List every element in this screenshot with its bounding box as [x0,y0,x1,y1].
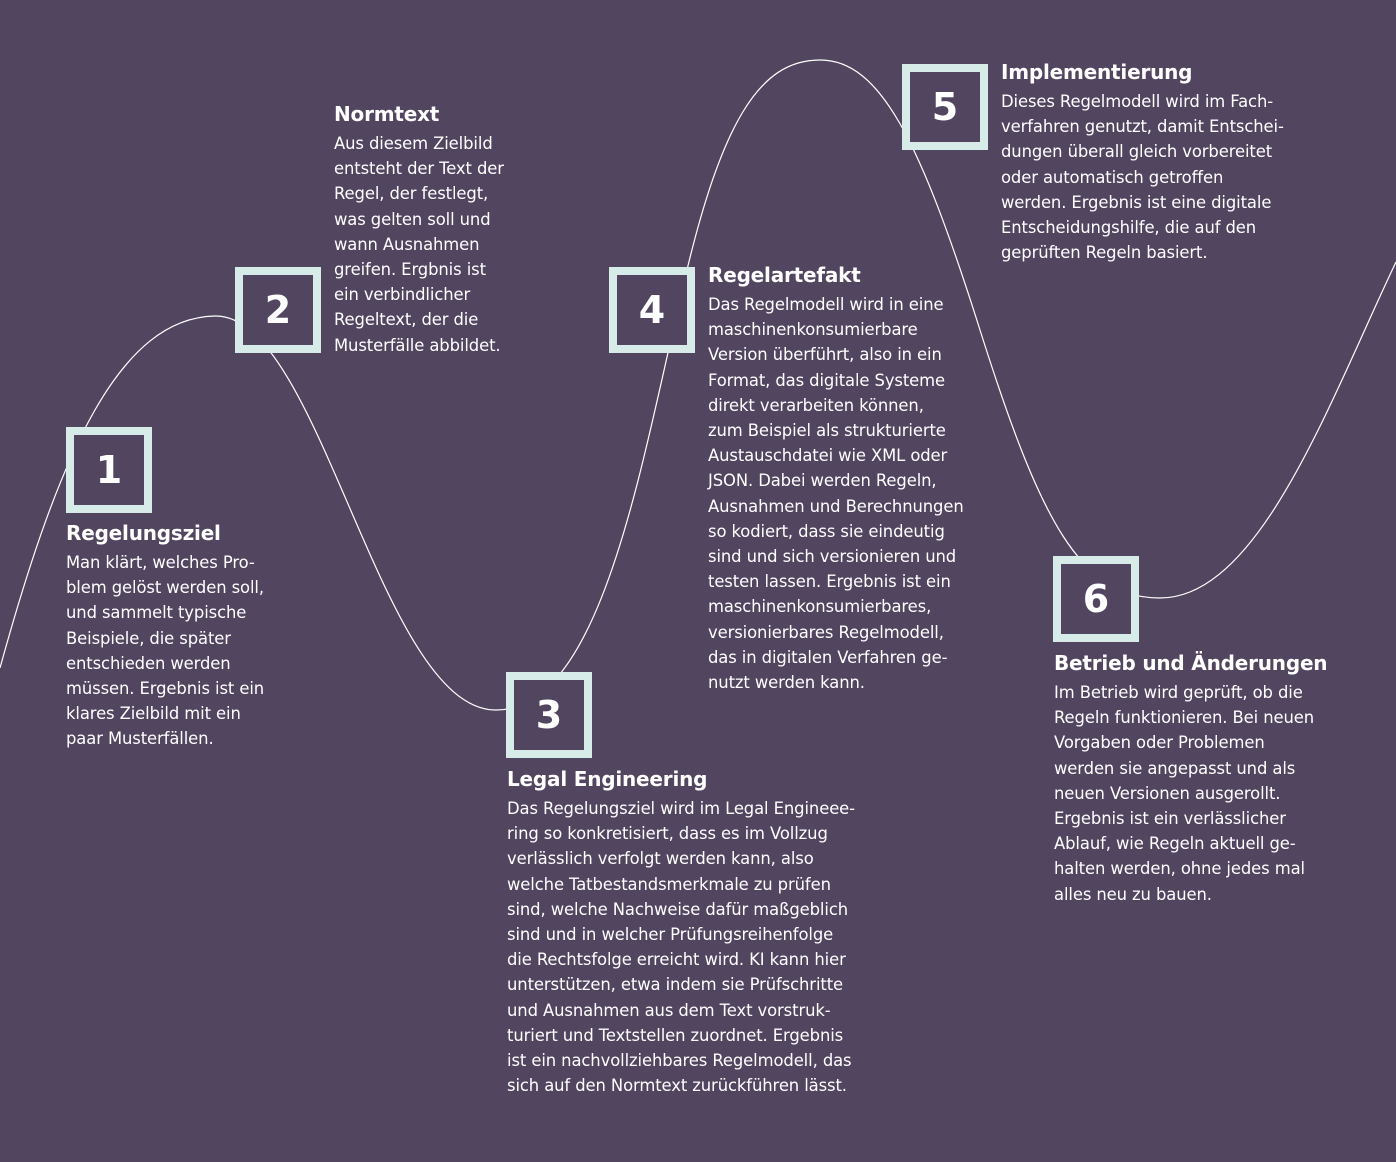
step-2-number: 2 [264,288,292,332]
step-4-title: Regelartefakt [708,263,861,287]
step-1 [66,520,326,752]
step-3-number-box [506,672,592,758]
step-6-text: Im Betrieb wird geprüft, ob die Regeln funktionieren. Bei neuen Vorgaben oder Problemen werden sie angepasst und als neuen Versionen ausgerollt. Ergebnis ist ein verlässlicher Ablauf, wie Regeln aktuell ge- halten werden, ohne jedes mal alles neu zu bauen. [1054,683,1315,904]
step-6 [1054,650,1384,907]
step-1-text: Man klärt, welches Pro- blem gelöst werden soll, und sammelt typische Beispiele, die später entschieden werden müssen. Ergebnis ist ein klares Zielbild mit ein paar Musterfällen. [66,553,265,749]
step-2-text: Aus diesem Zielbild entsteht der Text der Regel, der festlegt, was gelten soll und wann Ausnahmen greifen. Ergbnis ist ein verbindlicher Regeltext, der die Musterfälle abbildet. [334,134,504,355]
step-4-text: Das Regelmodell wird in eine maschinenkonsumierbare Version überführt, also in ein Format, das digitale Systeme direkt verarbeiten können, zum Beispiel als strukturierte Austauschdatei wie XML oder JSON. Dabei werden Regeln, Ausnahmen und Berechnungen so kodiert, dass sie eindeutig sind und sich versionieren und testen lassen. Ergebnis ist ein maschinenkonsumierbares, versionierbares Regelmodell, das in digitalen Verfahren ge- nutzt werden kann. [708,295,964,693]
step-4 [708,262,1028,695]
step-1-title: Regelungsziel [66,521,221,545]
step-5-title: Implementierung [1001,60,1193,84]
step-5-number: 5 [931,85,959,129]
step-3-text: Das Regelungsziel wird im Legal Engineee- ring so konkretisiert, dass es im Vollzug verlässlich verfolgt werden kann, also welche Tatbestandsmerkmale zu prüfen sind, welche Nachweise dafür maßgeblich sind und in welcher Prüfungsreihenfolge die Rechtsfolge erreicht wird. KI kann hier unterstützen, etwa indem sie Prüfschritte und Ausnahmen aus dem Text vorstruk- turiert und Textstellen zuordnet. Ergebnis ist ein nachvollziehbares Regelmodell, das sich auf den Normtext zurückführen lässt. [507,799,855,1096]
step-6-number-box [1053,556,1139,642]
step-4-number-box [609,267,695,353]
step-5-text: Dieses Regelmodell wird im Fach- verfahren genutzt, damit Entschei- dungen überall gleich vorbereitet oder automatisch getroffen werden. Ergebnis ist eine digitale Entscheidungshilfe, die auf den geprüften Regeln basiert. [1001,92,1284,263]
step-1-number: 1 [95,448,123,492]
step-5-number-box [902,64,988,150]
step-2 [334,101,564,358]
step-2-title: Normtext [334,102,440,126]
step-3-number: 3 [535,693,563,737]
step-6-number: 6 [1082,577,1110,621]
step-5 [1001,59,1341,265]
step-3 [507,766,927,1098]
step-2-number-box [235,267,321,353]
step-3-title: Legal Engineering [507,767,708,791]
step-6-title: Betrieb und Änderungen [1054,651,1328,675]
step-1-number-box [66,427,152,513]
step-4-number: 4 [638,288,666,332]
